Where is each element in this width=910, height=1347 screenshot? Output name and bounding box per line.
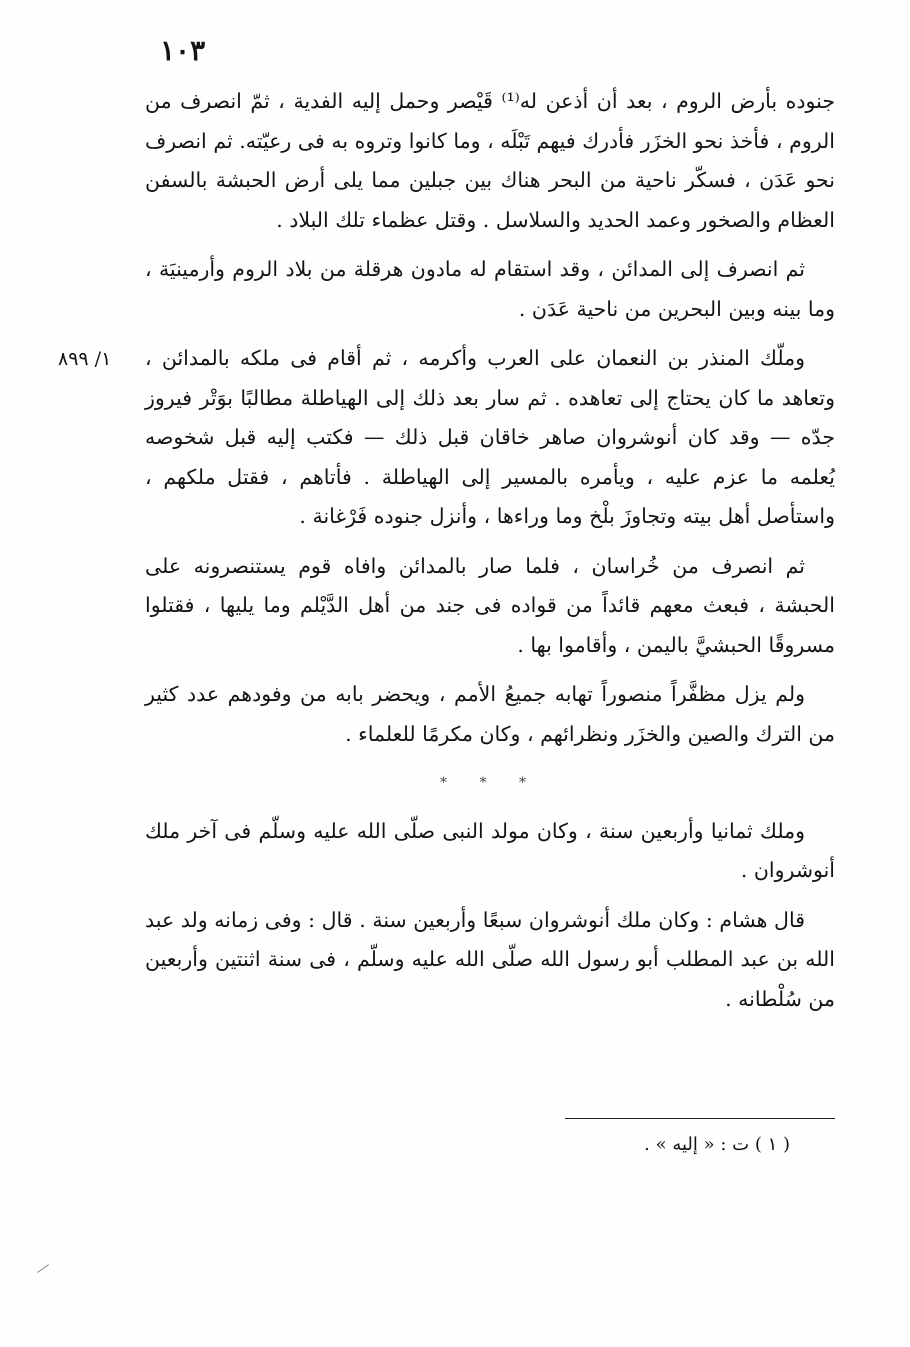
paragraph-6: وملك ثمانيا وأربعين سنة ، وكان مولد النبى صلّى الله عليه وسلّم فى آخر ملك أنوشروان . [145,818,835,882]
paragraph-5: ولم يزل مظفَّراً منصوراً تهابه جميعُ الأمم ، ويحضر بابه من وفودهم عدد كثير من الترك والصين والخزَر ونظرائهم ، وكان مكرمًا للعلماء . [145,682,835,746]
scan-speck [37,1264,49,1273]
margin-reference: ١/ ٨٩٩ [58,348,112,370]
page-number: ١٠٣ [160,34,206,67]
paragraph-1: جنوده بأرض الروم ، بعد أن أذعن له⁽¹⁾ قَيْصر وحمل إليه الفدية ، ثمّ انصرف من الروم ، فأخذ نحو الخزَر فأدرك فيهم تَبْلَه ، وما كانوا وتروه به فى رعيّته. ثم انصرف نحو عَدَن ، فسكّر ناحية من البحر هناك بين جبلين مما يلى أرض الحبشة بالسفن العظام والصخور وعمد الحديد والسلاسل . وقتل عظماء تلك البلاد . [145,89,835,232]
footnote: ( ١ ) ت : « إليه » . [644,1134,790,1155]
footnote-divider [565,1118,835,1119]
paragraph-7: قال هشام : وكان ملك أنوشروان سبعًا وأربعين سنة . قال : وفى زمانه ولد عبد الله بن عبد المطلب أبو رسول الله صلّى الله عليه وسلّم ، فى سنة اثنتين وأربعين من سُلْطانه . [145,907,835,1011]
section-divider-ornament: * * * [440,775,540,791]
paragraph-3: وملّك المنذر بن النعمان على العرب وأكرمه ، ثم أقام فى ملكه بالمدائن ، وتعاهد ما كان يحتاج إلى تعاهده . ثم سار بعد ذلك إلى الهياطلة مطالبًا بوَتْر فيروز جدّه — وقد كان أنوشروان صاهر خاقان قبل ذلك — فكتب إليه قبل شخوصه يُعلمه ما عزم عليه ، ويأمره بالمسير إلى الهياطلة . فأتاهم ، فقتل ملكهم ، واستأصل أهل بيته وتجاوزَ بلْخ وما وراءها ، وأنزل جنوده فَرْغانة . [145,346,835,528]
paragraph-4: ثم انصرف من خُراسان ، فلما صار بالمدائن وافاه قوم يستنصرونه على الحبشة ، فبعث معهم قائداً من قواده فى جند من أهل الدَّيْلم وما يليها ، فقتلوا مسروقًا الحبشيَّ باليمن ، وأقاموا بها . [145,553,835,657]
paragraph-2: ثم انصرف إلى المدائن ، وقد استقام له مادون هرقلة من بلاد الروم وأرمينيَة ، وما بينه وبين البحرين من ناحية عَدَن . [145,257,835,321]
main-text [145,82,835,1029]
